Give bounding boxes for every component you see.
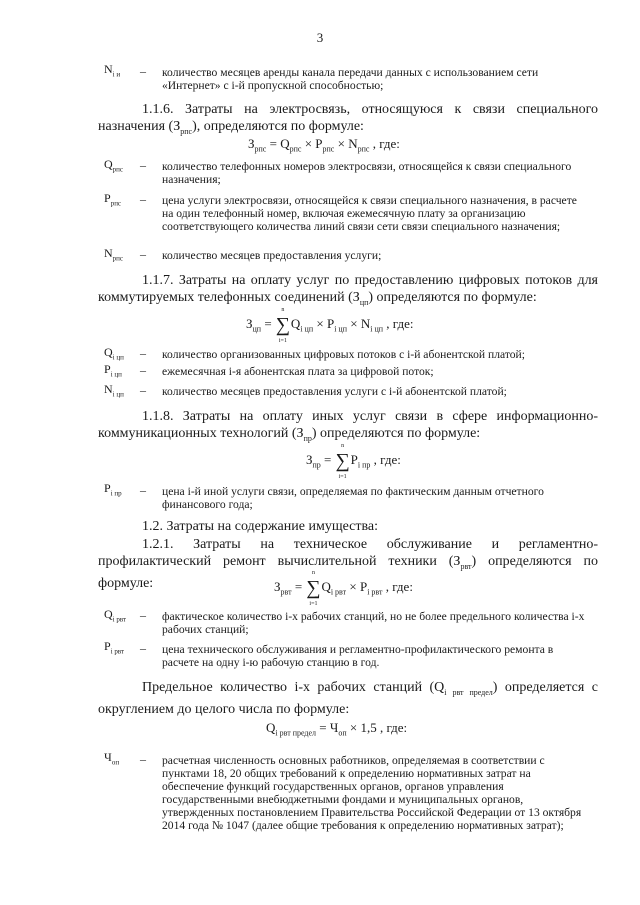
symbol-p-rps: $P_{рпс}$ [104, 191, 122, 208]
dash: – [140, 247, 146, 261]
paragraph-predel: Предельное количество i-х рабочих станций $(Q_{i рвт предел})$ определяется с округлением до целого числа по формуле: [98, 680, 598, 717]
paragraph-1-2: 1.2. Затраты на содержание имущества: [142, 519, 379, 534]
dash: – [140, 383, 146, 397]
page-number: 3 [316, 30, 324, 45]
sigma-symbol: n ∑ i=1 [275, 307, 291, 345]
dash: – [140, 483, 146, 497]
definition-text: количество организованных цифровых потоков с i-й абонентской платой; [162, 348, 525, 361]
symbol-n-rps: $N_{рпс}$ [104, 246, 124, 263]
symbol-ch-op: $Ч_{оп}$ [104, 750, 120, 767]
dash: – [140, 752, 146, 766]
definition-text: количество месяцев предоставления услуги; [162, 249, 382, 262]
symbol-q-rps: $Q_{рпс}$ [104, 157, 124, 174]
definition-text: количество месяцев аренды канала передачи данных с использованием сети «Интернет» с i-й пропускной способностью; [162, 66, 539, 92]
dash: – [140, 158, 146, 172]
symbol-p-i-pr: $P_{i пр}$ [104, 481, 122, 498]
sigma-symbol: n ∑ i=1 [306, 570, 321, 608]
definition-text: ежемесячная i-я абонентская плата за цифровой поток; [162, 365, 434, 378]
dash: – [140, 608, 146, 622]
definition-text: количество телефонных номеров электросвязи, относящейся к связи специального назначения; [162, 160, 572, 186]
symbol-p-i-tsp: $P_{i цп}$ [104, 362, 122, 379]
formula-z-rps: $З_{рпс} = Q_{рпс} \times P_{рпс} \times N_{рпс}$ , где: [248, 136, 400, 154]
definition-text: цена технического обслуживания и регламентно-профилактического ремонта в расчете на одну i-ю рабочую станцию в год. [162, 643, 554, 669]
formula-q-predel: $Q_{i рвт предел} = Ч_{оп} \times 1,5$ , где: [266, 720, 408, 738]
dash: – [140, 641, 146, 655]
formula-z-rvt: $З_{рвт}$ = n ∑ i=1 $Q_{i рвт} \times P_{i рвт}$ , где: [274, 570, 413, 608]
paragraph-1-1-8: 1.1.8. Затраты на оплату иных услуг связи в сфере информационно-коммуникационных технологий $(З_{пр})$ определяются по формуле: [98, 409, 598, 443]
definition-text: цена i-й иной услуги связи, определяемая по фактическим данным отчетного финансового года; [162, 485, 544, 511]
dash: – [140, 346, 146, 360]
dash: – [140, 192, 146, 206]
symbol-n-i-tsp: $N_{i цп}$ [104, 382, 124, 399]
symbol-p-i-rvt: $P_{i рвт}$ [104, 639, 125, 656]
symbol-q-i-rvt: $Q_{i рвт}$ [104, 607, 127, 624]
dash: – [140, 363, 146, 377]
symbol-n-i: $N_{i и}$ [104, 62, 121, 79]
definition-text: цена услуги электросвязи, относящейся к связи специального назначения, в расчете на один телефонный номер, включая ежемесячную плату за организацию соответствующего количества линий связи сети связи специального назначения; [162, 194, 577, 233]
definition-text: количество месяцев предоставления услуги с i-й абонентской платой; [162, 385, 507, 398]
paragraph-1-2-1: 1.2.1. Затраты на техническое обслуживание и регламентно-профилактический ремонт вычислительной техники $(З_{рвт})$ определяются по формуле: [98, 537, 598, 591]
formula-z-tsp: $З_{цп}$ = n ∑ i=1 $Q_{i цп} \times P_{i цп} \times N_{i цп}$ , где: [246, 307, 414, 345]
symbol-q-i-tsp: $Q_{i цп}$ [104, 345, 124, 362]
dash: – [140, 64, 146, 78]
formula-z-pr: $З_{пр}$ = n ∑ i=1 $P_{i пр}$ , где: [306, 443, 401, 481]
sigma-symbol: n ∑ i=1 [335, 443, 350, 481]
paragraph-1-1-7: 1.1.7. Затраты на оплату услуг по предоставлению цифровых потоков для коммутируемых телефонных соединений $(З_{цп})$ определяются по формуле: [98, 273, 598, 307]
paragraph-1-1-6: 1.1.6. Затраты на электросвязь, относящуюся к связи специального назначения $(З_{рпс})$, определяются по формуле: [98, 102, 598, 136]
definition-text: расчетная численность основных работников, определяемая в соответствии с пунктами 18, 20 общих требований к определению нормативных затрат на обеспечение функций государственных органов, органов управления государственными внебюджетными фондами и муниципальных органов, утвержденных постановлением Правительства Российской Федерации от 13 октября 2014 года № 1047 (далее общие требования к определению нормативных затрат); [162, 754, 582, 832]
definition-text: фактическое количество i-х рабочих станций, но не более предельного количества i-х рабочих станций; [162, 610, 585, 636]
